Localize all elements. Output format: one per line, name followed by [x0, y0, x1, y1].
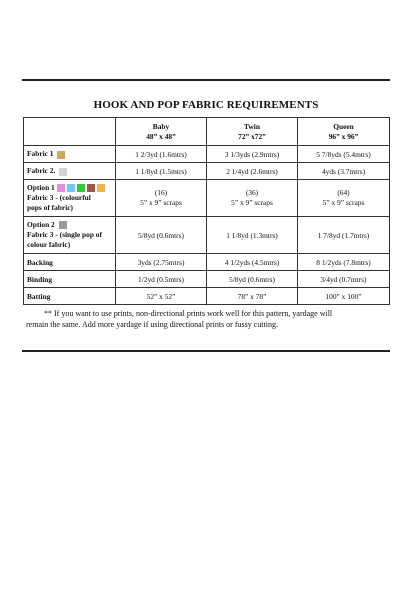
note-line-1: ** If you want to use prints, non-directional prints work well for this pattern, yardage will [44, 309, 333, 318]
header-queen: Queen 96” x 96” [298, 118, 390, 146]
fabric-1-twin: 3 1/3yds (2.9mtrs) [207, 146, 298, 163]
option-2-queen: 1 7/8yd (1.7mtrs) [298, 217, 390, 254]
batting-twin: 78” x 78” [207, 288, 298, 305]
option-2-baby: 5/8yd (0.6mtrs) [116, 217, 207, 254]
fabric-2-swatch [59, 168, 67, 176]
prints-note [26, 308, 392, 330]
option-2-label: Option 2 Fabric 3 - (single pop of colour fabric) [24, 217, 116, 254]
row-batting [24, 288, 390, 305]
fabric-1-label: Fabric 1 [24, 146, 116, 163]
option-2-swatch [59, 221, 67, 229]
row-option-2 [24, 217, 390, 254]
fabric-1-queen: 5 7/8yds (5.4mtrs) [298, 146, 390, 163]
row-fabric-2 [24, 163, 390, 180]
fabric-1-baby: 1 2/3yd (1.6mtrs) [116, 146, 207, 163]
top-rule [22, 79, 390, 81]
fabric-2-label: Fabric 2. [24, 163, 116, 180]
backing-twin: 4 1/2yds (4.5mtrs) [207, 254, 298, 271]
row-option-1 [24, 180, 390, 217]
batting-baby: 52” x 52” [116, 288, 207, 305]
header-row [24, 118, 390, 146]
backing-queen: 8 1/2yds (7.8mtrs) [298, 254, 390, 271]
option-2-twin: 1 1/8yd (1.3mtrs) [207, 217, 298, 254]
fabric-2-queen: 4yds (3.7mtrs) [298, 163, 390, 180]
fabric-requirements-table [23, 117, 390, 305]
option-1-swatches [57, 184, 105, 192]
batting-label: Batting [24, 288, 116, 305]
header-twin: Twin 72” x72” [207, 118, 298, 146]
row-fabric-1 [24, 146, 390, 163]
fabric-1-swatch [57, 151, 65, 159]
page-title: HOOK AND POP FABRIC REQUIREMENTS [93, 99, 319, 111]
binding-baby: 1/2yd (0.5mtrs) [116, 271, 207, 288]
header-baby: Baby 48” x 48” [116, 118, 207, 146]
note-line-2: remain the same. Add more yardage if using directional prints or fussy cutting. [26, 320, 278, 329]
option-1-baby: (16) 5” x 9” scraps [116, 180, 207, 217]
option-1-queen: (64) 5” x 9” scraps [298, 180, 390, 217]
binding-queen: 3/4yd (0.7mtrs) [298, 271, 390, 288]
backing-baby: 3yds (2.75mtrs) [116, 254, 207, 271]
bottom-rule [22, 350, 390, 352]
backing-label: Backing [24, 254, 116, 271]
row-backing [24, 254, 390, 271]
binding-label: Binding [24, 271, 116, 288]
row-binding [24, 271, 390, 288]
header-empty-cell [24, 118, 116, 146]
fabric-2-baby: 1 1/8yd (1.5mtrs) [116, 163, 207, 180]
option-1-twin: (36) 5” x 9” scraps [207, 180, 298, 217]
fabric-2-twin: 2 1/4yd (2.6mtrs) [207, 163, 298, 180]
batting-queen: 100” x 100” [298, 288, 390, 305]
option-1-label: Option 1 Fabric 3 - (colourful pops of fabric) [24, 180, 116, 217]
binding-twin: 5/8yd (0.6mtrs) [207, 271, 298, 288]
